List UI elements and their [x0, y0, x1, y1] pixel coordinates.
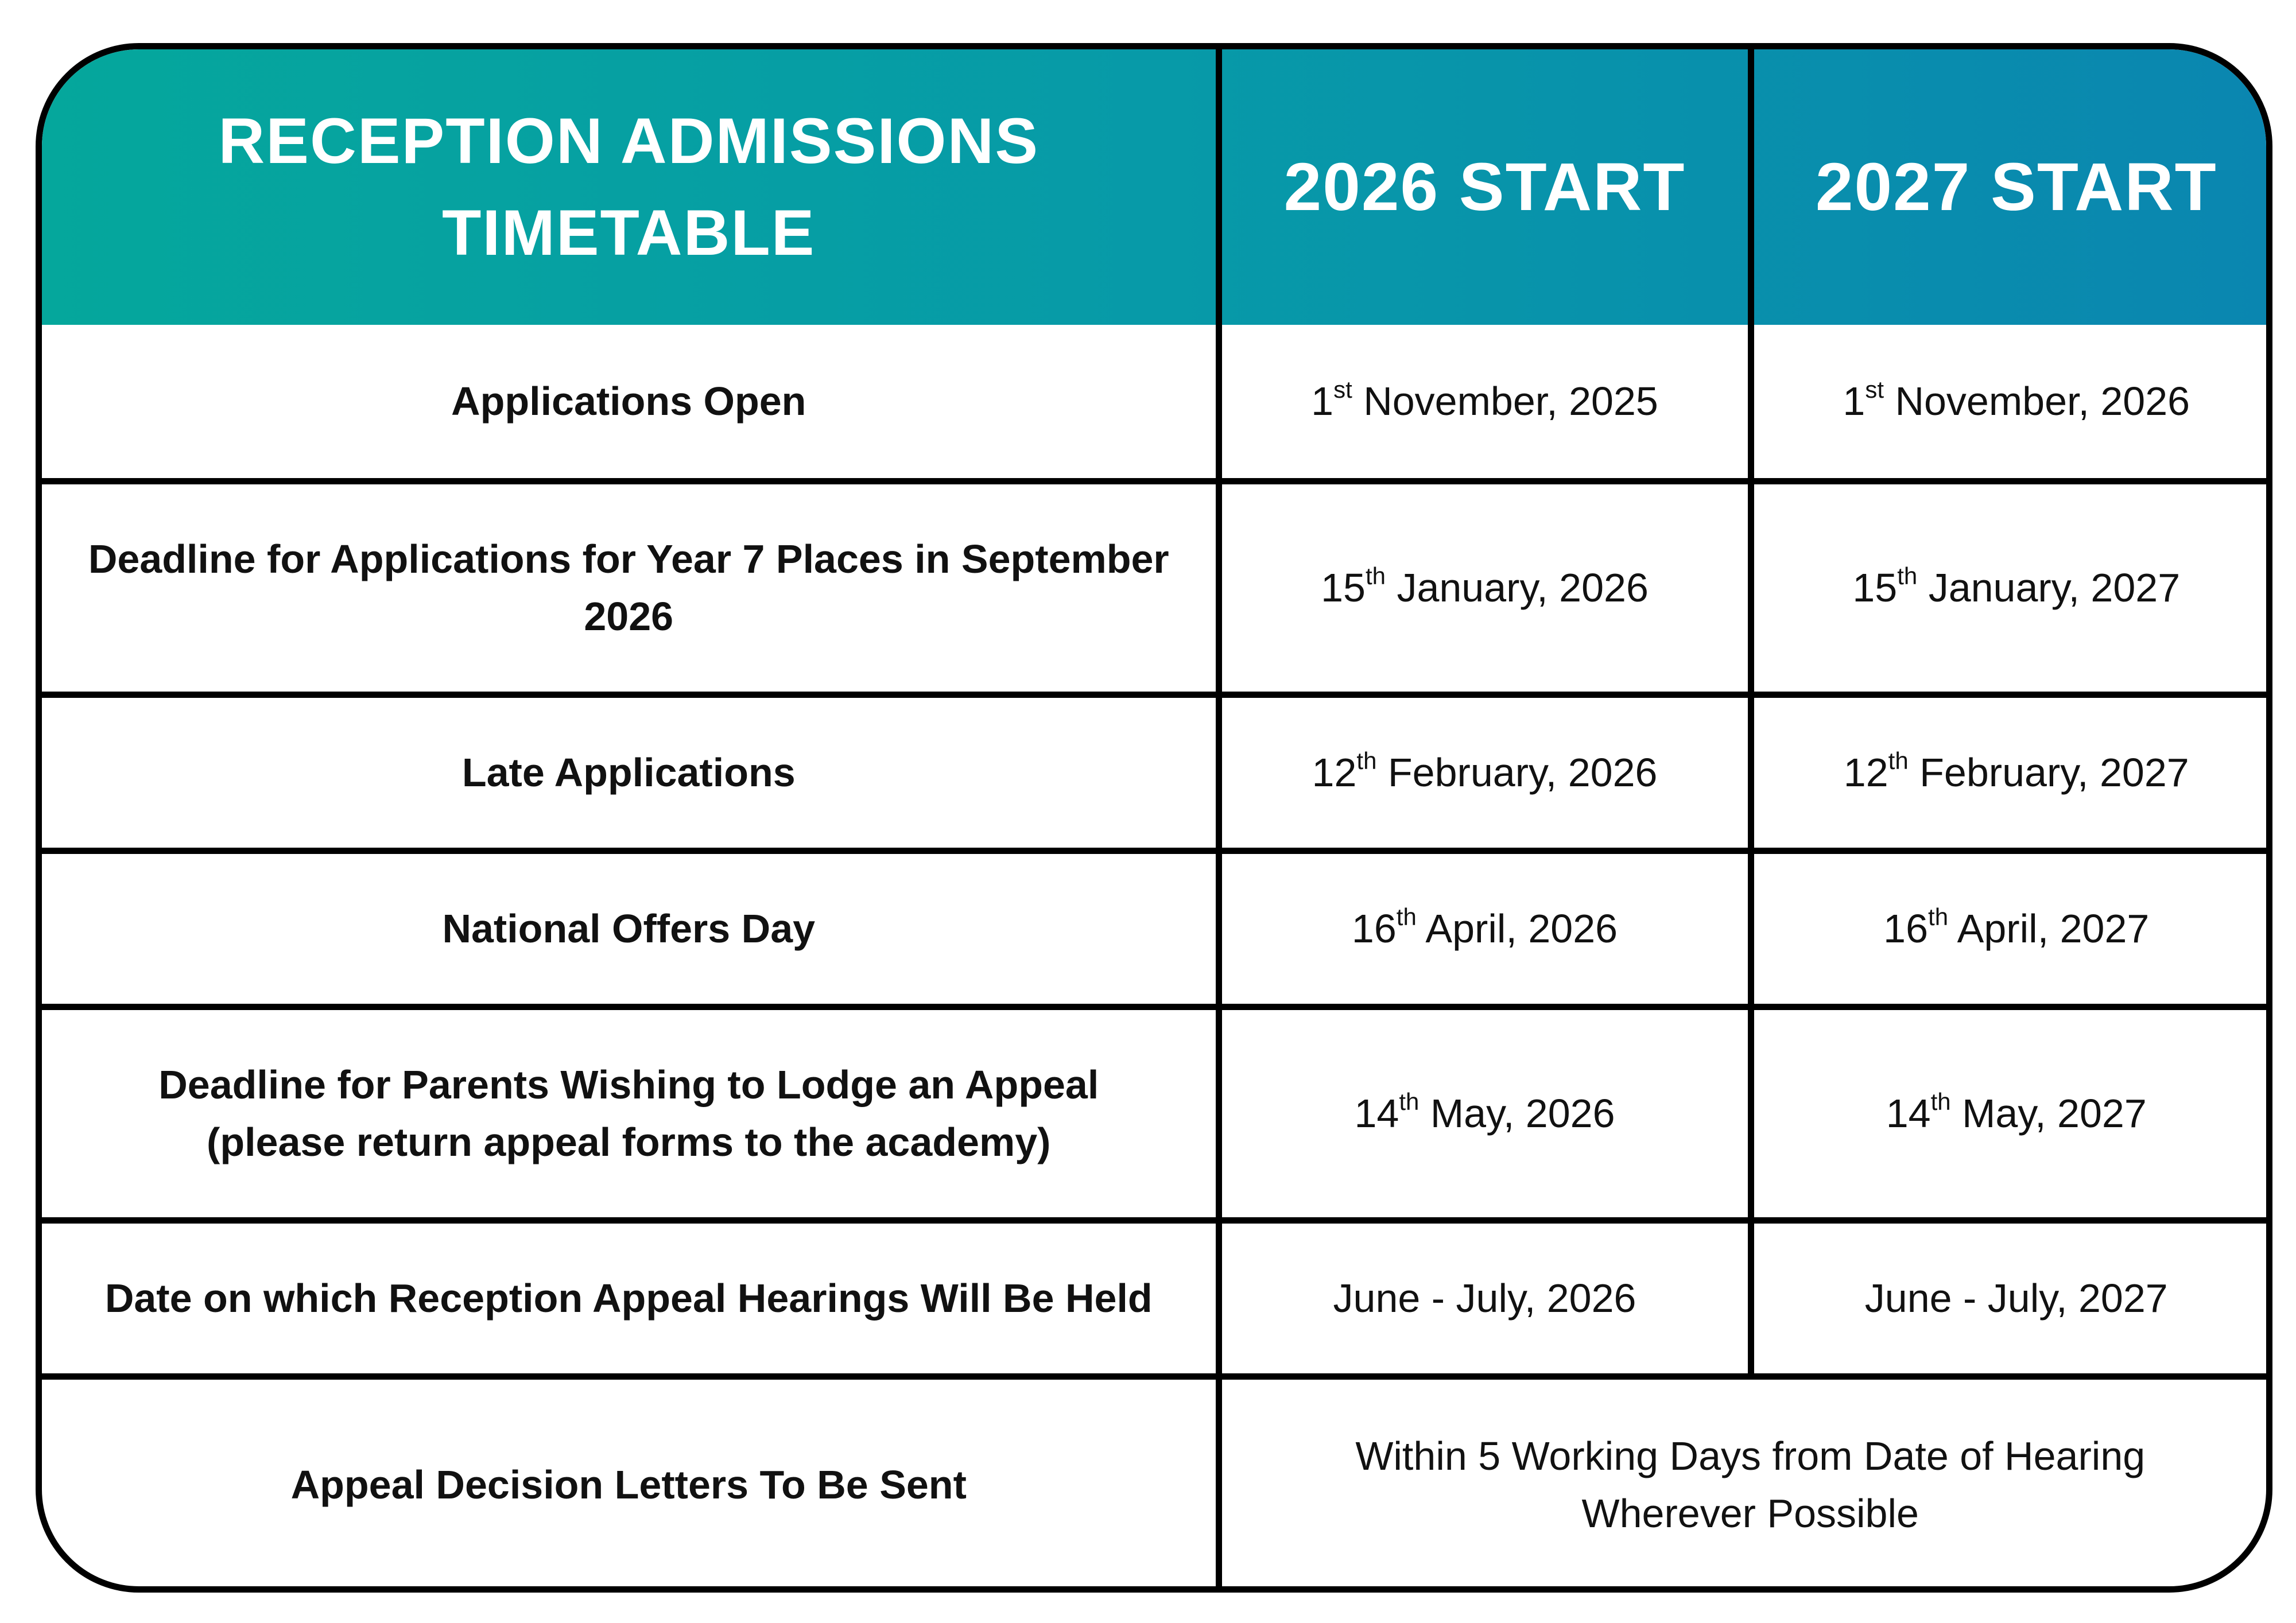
row-label-application-deadline: [42, 481, 1219, 694]
table-title-line2: TIMETABLE: [441, 197, 816, 269]
date-2026-national-offers-day: [1219, 851, 1751, 1007]
row-label-appeal-deadline: [42, 1007, 1219, 1220]
date-suffix: th: [1888, 747, 1909, 774]
date-suffix: th: [1928, 903, 1949, 930]
date-day: 12: [1312, 750, 1357, 795]
date-day: 15: [1852, 565, 1898, 610]
decision-letters-line1: Within 5 Working Days from Date of Hearing: [1355, 1433, 2146, 1478]
table-row: [42, 694, 2272, 851]
date-suffix: th: [1396, 903, 1417, 930]
row-label-appeal-hearings: Date on which Reception Appeal Hearings Will Be Held: [42, 1220, 1219, 1376]
decision-letters-timing: [1219, 1376, 2272, 1590]
column-header-2026: 2026 START: [1219, 49, 1751, 325]
date-day: 16: [1883, 906, 1929, 951]
date-2026-application-deadline: [1219, 481, 1751, 694]
date-day: 12: [1843, 750, 1888, 795]
date-2027-applications-open: [1751, 325, 2272, 481]
date-suffix: th: [1930, 1088, 1951, 1115]
date-2027-national-offers-day: [1751, 851, 2272, 1007]
table-title-line1: RECEPTION ADMISSIONS: [218, 105, 1040, 177]
row-label-line2: 2026: [584, 594, 674, 639]
date-suffix: st: [1333, 375, 1352, 403]
date-day: 1: [1311, 379, 1334, 424]
date-2027-appeal-deadline: [1751, 1007, 2272, 1220]
table-row: [42, 1007, 2272, 1220]
row-label-national-offers-day: National Offers Day: [42, 851, 1219, 1007]
date-2027-application-deadline: [1751, 481, 2272, 694]
timetable-frame: [36, 43, 2272, 1593]
row-label-line2: (please return appeal forms to the academy): [207, 1120, 1051, 1164]
date-2026-appeal-deadline: [1219, 1007, 1751, 1220]
row-label-line1: Deadline for Applications for Year 7 Places in September: [88, 537, 1169, 581]
date-2027-late-applications: [1751, 694, 2272, 851]
table-row: [42, 1220, 2272, 1376]
admissions-timetable: [42, 49, 2272, 1590]
table-row: [42, 1376, 2272, 1590]
date-rest: February, 2027: [1908, 750, 2189, 795]
date-rest: January, 2027: [1917, 565, 2181, 610]
date-day: 16: [1351, 906, 1397, 951]
date-day: 14: [1354, 1091, 1399, 1136]
header-row: [42, 49, 2272, 325]
date-2026-applications-open: [1219, 325, 1751, 481]
row-label-line1: Deadline for Parents Wishing to Lodge an Appeal: [158, 1062, 1099, 1107]
date-2026-appeal-hearings: June - July, 2026: [1219, 1220, 1751, 1376]
date-rest: February, 2026: [1376, 750, 1658, 795]
date-rest: May, 2026: [1419, 1091, 1615, 1136]
date-rest: April, 2027: [1948, 906, 2150, 951]
date-day: 14: [1886, 1091, 1931, 1136]
date-suffix: st: [1865, 375, 1884, 403]
date-rest: May, 2027: [1950, 1091, 2147, 1136]
row-label-late-applications: Late Applications: [42, 694, 1219, 851]
date-2026-late-applications: [1219, 694, 1751, 851]
row-label-decision-letters: Appeal Decision Letters To Be Sent: [42, 1376, 1219, 1590]
date-rest: April, 2026: [1416, 906, 1618, 951]
column-header-2027: 2027 START: [1751, 49, 2272, 325]
date-suffix: th: [1356, 747, 1377, 774]
table-title: [42, 49, 1219, 325]
date-rest: November, 2026: [1884, 379, 2190, 424]
date-suffix: th: [1365, 562, 1386, 589]
table-row: [42, 481, 2272, 694]
date-suffix: th: [1897, 562, 1918, 589]
row-label-applications-open: Applications Open: [42, 325, 1219, 481]
date-day: 15: [1321, 565, 1366, 610]
date-2027-appeal-hearings: June - July, 2027: [1751, 1220, 2272, 1376]
decision-letters-line2: Wherever Possible: [1581, 1490, 1919, 1536]
table-row: [42, 851, 2272, 1007]
table-row: [42, 325, 2272, 481]
date-day: 1: [1843, 379, 1865, 424]
date-suffix: th: [1399, 1088, 1420, 1115]
date-rest: November, 2025: [1352, 379, 1658, 424]
date-rest: January, 2026: [1386, 565, 1649, 610]
